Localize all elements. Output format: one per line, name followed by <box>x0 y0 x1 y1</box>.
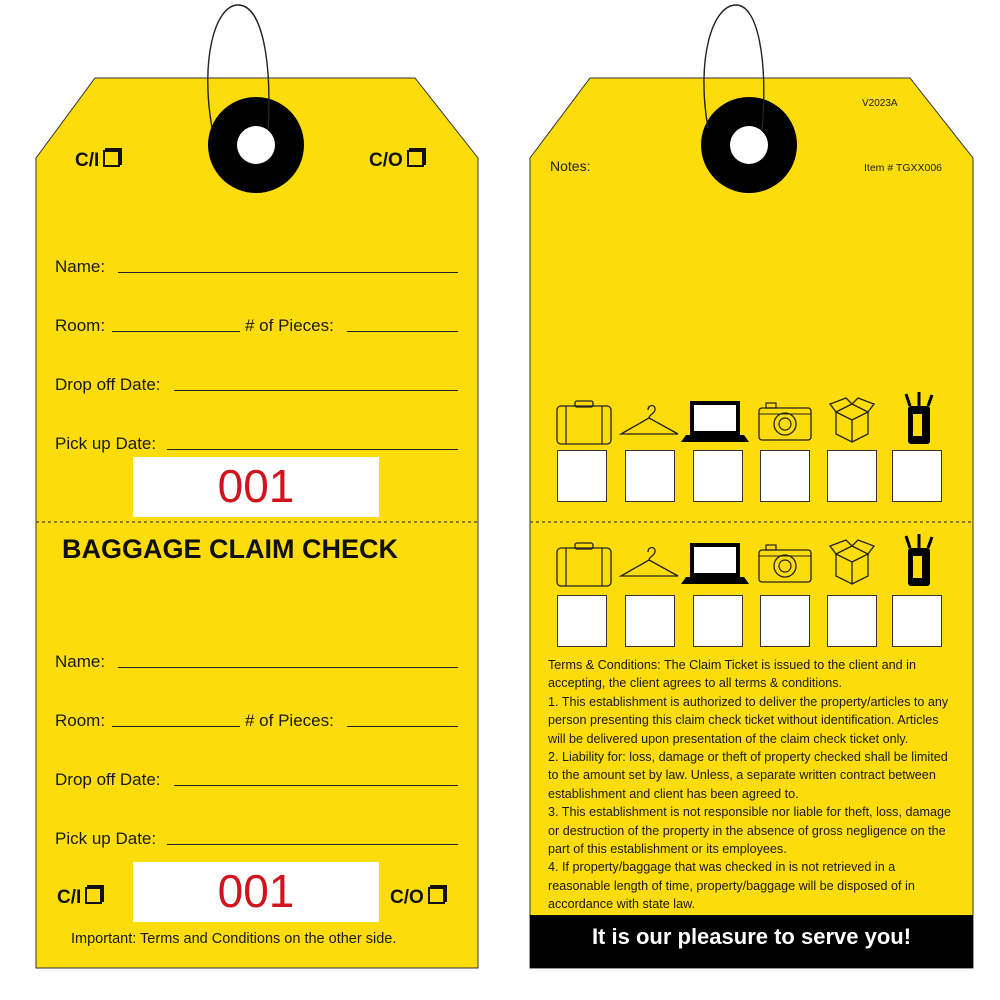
checkin-label: C/I <box>75 150 100 171</box>
dropoff-label-bottom: Drop off Date: <box>55 770 161 789</box>
camera-checkbox-bottom[interactable] <box>760 595 810 647</box>
room-label-bottom: Room: <box>55 711 106 730</box>
ticket-number-top: 001 <box>133 457 379 517</box>
hanger-checkbox-top[interactable] <box>625 450 675 502</box>
checkbox-icon <box>103 150 120 167</box>
box-icon <box>830 540 874 584</box>
ticket-number-bottom: 001 <box>133 862 379 922</box>
pieces-label-bottom: # of Pieces: <box>245 711 334 730</box>
suitcase-icon <box>557 543 611 586</box>
terms-item: 4. If property/baggage that was checked in is not retrieved in a reasonable length of time, property/baggage will be disposed of in accordance with state law. <box>548 860 915 912</box>
golf-bag-checkbox-bottom[interactable] <box>892 595 942 647</box>
slogan-text: It is our pleasure to serve you! <box>591 924 912 949</box>
box-checkbox-bottom[interactable] <box>827 595 877 647</box>
hanger-checkbox-bottom[interactable] <box>625 595 675 647</box>
slogan-banner <box>530 915 973 968</box>
box-checkbox-top[interactable] <box>827 450 877 502</box>
name-label-bottom: Name: <box>55 652 106 671</box>
name-field-top[interactable] <box>118 272 458 273</box>
pieces-field-top[interactable] <box>347 331 458 332</box>
laptop-icon <box>681 545 749 584</box>
checkbox-icon <box>428 887 445 904</box>
room-label-top: Room: <box>55 316 106 335</box>
version-code: V2023A <box>862 98 898 109</box>
checkout-checkbox-bottom[interactable] <box>390 887 445 909</box>
pickup-field-bottom[interactable] <box>167 844 458 845</box>
name-label-top: Name: <box>55 257 106 276</box>
checkout-checkbox-top[interactable] <box>369 150 424 172</box>
front-hole <box>237 126 275 164</box>
pickup-label-top: Pick up Date: <box>55 434 157 453</box>
claim-check-title: BAGGAGE CLAIM CHECK <box>62 534 398 564</box>
icon-row-bottom <box>530 534 973 594</box>
checkbox-icon <box>85 887 102 904</box>
checkin-checkbox-top[interactable] <box>75 150 120 172</box>
checkin-label: C/I <box>57 887 82 908</box>
terms-intro: Terms & Conditions: The Claim Ticket is issued to the client and in accepting, the client agrees to all terms & conditions. <box>548 658 916 691</box>
dropoff-label-top: Drop off Date: <box>55 375 161 394</box>
laptop-checkbox-top[interactable] <box>693 450 743 502</box>
terms-item: 3. This establishment is not responsible nor liable for theft, loss, damage or destruction of the property in the absence of gross negligence on the part of this establishment or its employees. <box>548 805 951 857</box>
camera-icon <box>759 545 811 582</box>
golf-bag-checkbox-top[interactable] <box>892 450 942 502</box>
terms-item: 1. This establishment is authorized to deliver the property/articles to any person presenting this claim check ticket without identification. Articles will be delivered upon presentation of the claim check ticket only. <box>548 694 949 746</box>
hanger-icon <box>621 548 678 577</box>
golf-bag-icon <box>906 534 932 586</box>
checkin-checkbox-bottom[interactable] <box>57 887 102 909</box>
checkout-label: C/O <box>390 887 424 908</box>
dropoff-field-top[interactable] <box>174 390 458 391</box>
camera-checkbox-top[interactable] <box>760 450 810 502</box>
notes-label: Notes: <box>550 158 591 174</box>
terms-item: 2. Liability for: loss, damage or theft of property checked shall be limited to the amount set by law. Unless, a separate written contract between establishment and client has been agreed to. <box>548 750 948 801</box>
suitcase-icon <box>557 401 611 444</box>
item-number: Item # TGXX006 <box>864 162 943 174</box>
room-field-top[interactable] <box>112 331 240 332</box>
suitcase-checkbox-bottom[interactable] <box>557 595 607 647</box>
back-hole <box>730 126 768 164</box>
laptop-icon <box>681 403 749 442</box>
pieces-label-top: # of Pieces: <box>245 316 334 335</box>
box-icon <box>830 398 874 442</box>
camera-icon <box>759 403 811 440</box>
important-note: Important: Terms and Conditions on the other side. <box>71 931 397 947</box>
hanger-icon <box>621 406 678 435</box>
dropoff-field-bottom[interactable] <box>174 785 458 786</box>
room-field-bottom[interactable] <box>112 726 240 727</box>
laptop-checkbox-bottom[interactable] <box>693 595 743 647</box>
name-field-bottom[interactable] <box>118 667 458 668</box>
suitcase-checkbox-top[interactable] <box>557 450 607 502</box>
pieces-field-bottom[interactable] <box>347 726 458 727</box>
pickup-field-top[interactable] <box>167 449 458 450</box>
terms-and-conditions <box>548 656 952 914</box>
pickup-label-bottom: Pick up Date: <box>55 829 157 848</box>
golf-bag-icon <box>906 392 932 444</box>
checkbox-icon <box>407 150 424 167</box>
checkout-label: C/O <box>369 150 403 171</box>
